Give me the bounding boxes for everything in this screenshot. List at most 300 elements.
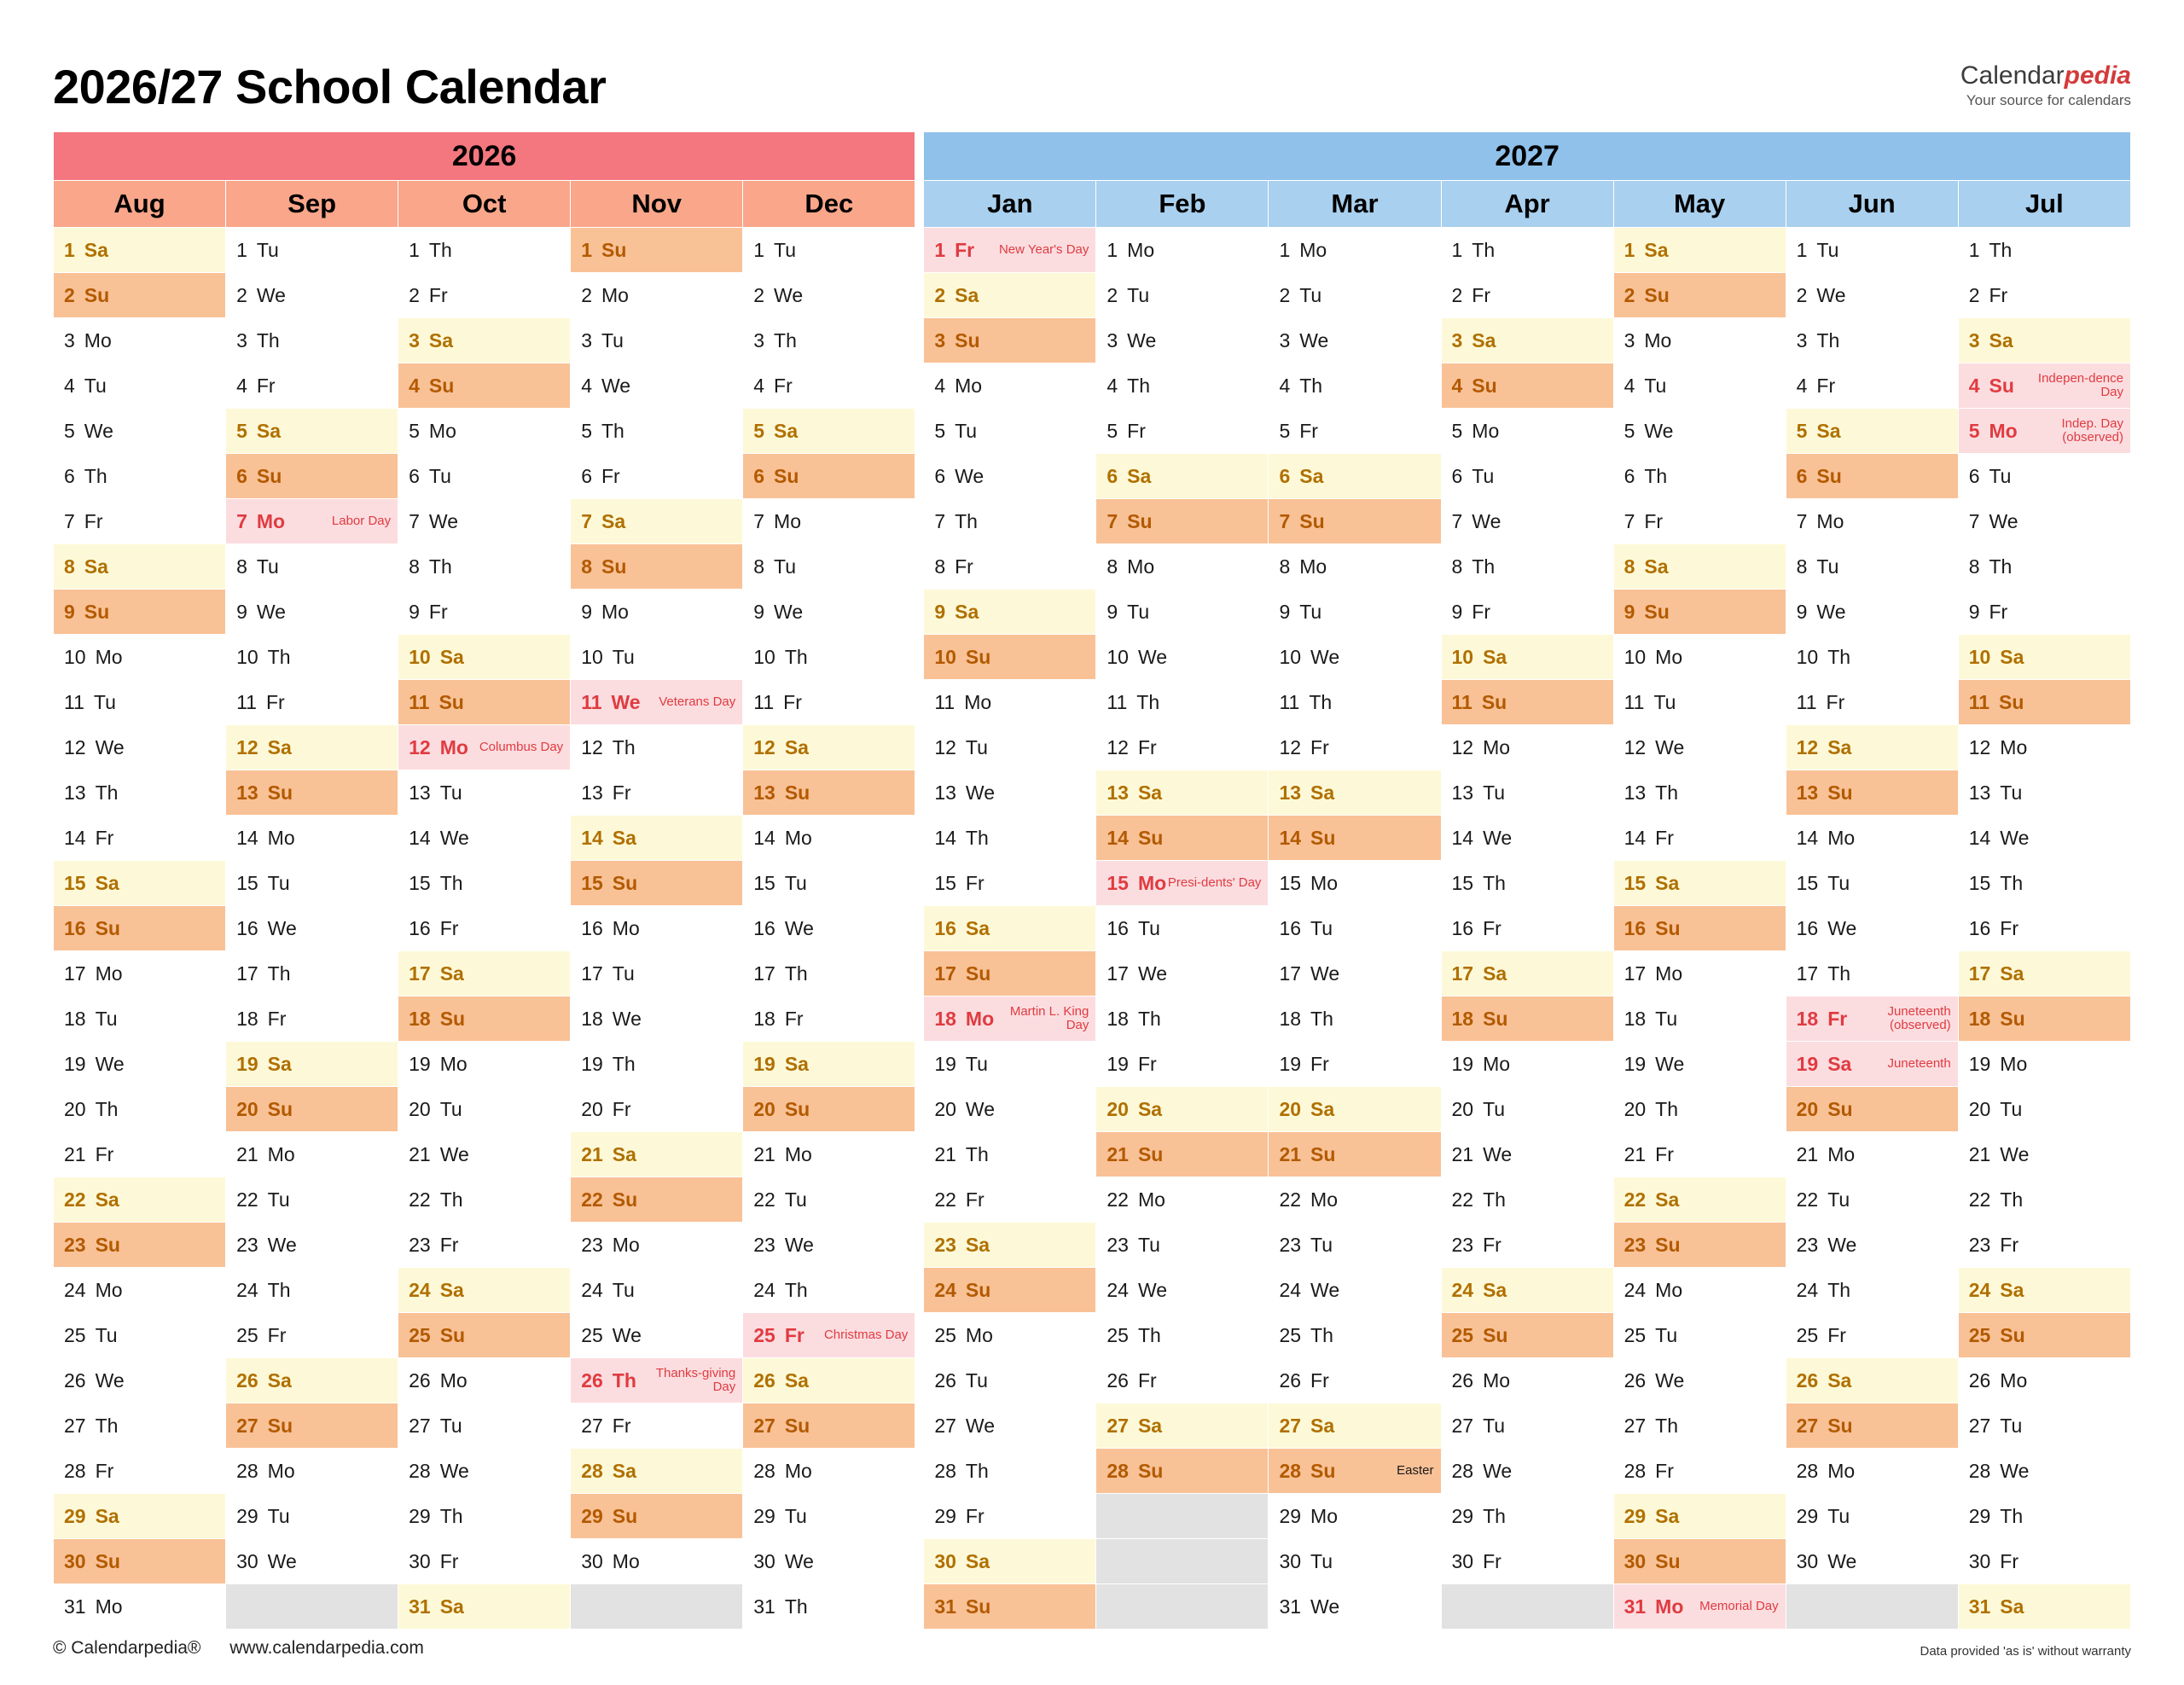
calendar-cell-dec-3[interactable] bbox=[743, 318, 915, 363]
calendar-cell-feb-8[interactable] bbox=[1096, 544, 1269, 590]
calendar-cell-dec-8[interactable] bbox=[743, 544, 915, 590]
calendar-cell-jul-31[interactable] bbox=[1958, 1584, 2130, 1630]
calendar-cell-mar-16[interactable] bbox=[1269, 906, 1441, 951]
calendar-cell-jul-7[interactable] bbox=[1958, 499, 2130, 544]
calendar-cell-dec-7[interactable] bbox=[743, 499, 915, 544]
calendar-cell-may-5[interactable] bbox=[1613, 409, 1786, 454]
calendar-cell-jul-27[interactable] bbox=[1958, 1403, 2130, 1449]
calendar-cell-nov-24[interactable] bbox=[571, 1268, 743, 1313]
calendar-cell-mar-25[interactable] bbox=[1269, 1313, 1441, 1358]
calendar-cell-aug-25[interactable] bbox=[54, 1313, 226, 1358]
calendar-cell-apr-6[interactable] bbox=[1441, 454, 1613, 499]
calendar-cell-feb-26[interactable] bbox=[1096, 1358, 1269, 1403]
calendar-cell-aug-20[interactable] bbox=[54, 1087, 226, 1132]
calendar-cell-jul-9[interactable] bbox=[1958, 590, 2130, 635]
calendar-cell-feb-25[interactable] bbox=[1096, 1313, 1269, 1358]
calendar-cell-sep-25[interactable] bbox=[226, 1313, 398, 1358]
calendar-cell-jan-24[interactable] bbox=[924, 1268, 1096, 1313]
calendar-cell-jul-18[interactable] bbox=[1958, 996, 2130, 1042]
calendar-cell-apr-19[interactable] bbox=[1441, 1042, 1613, 1087]
calendar-cell-may-14[interactable] bbox=[1613, 816, 1786, 861]
calendar-cell-may-27[interactable] bbox=[1613, 1403, 1786, 1449]
calendar-cell-may-11[interactable] bbox=[1613, 680, 1786, 725]
calendar-cell-may-4[interactable] bbox=[1613, 363, 1786, 409]
calendar-cell-oct-26[interactable] bbox=[398, 1358, 571, 1403]
calendar-cell-may-28[interactable] bbox=[1613, 1449, 1786, 1494]
calendar-cell-mar-6[interactable] bbox=[1269, 454, 1441, 499]
calendar-cell-oct-18[interactable] bbox=[398, 996, 571, 1042]
calendar-cell-sep-4[interactable] bbox=[226, 363, 398, 409]
calendar-cell-jan-28[interactable] bbox=[924, 1449, 1096, 1494]
calendar-cell-nov-11[interactable] bbox=[571, 680, 743, 725]
calendar-cell-nov-9[interactable] bbox=[571, 590, 743, 635]
calendar-cell-jul-11[interactable] bbox=[1958, 680, 2130, 725]
calendar-cell-aug-15[interactable] bbox=[54, 861, 226, 906]
calendar-cell-aug-30[interactable] bbox=[54, 1539, 226, 1584]
calendar-cell-may-26[interactable] bbox=[1613, 1358, 1786, 1403]
calendar-cell-apr-26[interactable] bbox=[1441, 1358, 1613, 1403]
calendar-cell-oct-28[interactable] bbox=[398, 1449, 571, 1494]
calendar-cell-mar-28[interactable] bbox=[1269, 1449, 1441, 1494]
calendar-cell-sep-30[interactable] bbox=[226, 1539, 398, 1584]
calendar-cell-mar-20[interactable] bbox=[1269, 1087, 1441, 1132]
calendar-cell-jun-18[interactable] bbox=[1786, 996, 1958, 1042]
calendar-cell-sep-13[interactable] bbox=[226, 770, 398, 816]
calendar-cell-aug-24[interactable] bbox=[54, 1268, 226, 1313]
calendar-cell-mar-15[interactable] bbox=[1269, 861, 1441, 906]
calendar-cell-jul-5[interactable] bbox=[1958, 409, 2130, 454]
calendar-cell-dec-23[interactable] bbox=[743, 1223, 915, 1268]
calendar-cell-may-15[interactable] bbox=[1613, 861, 1786, 906]
calendar-cell-jun-4[interactable] bbox=[1786, 363, 1958, 409]
calendar-cell-apr-9[interactable] bbox=[1441, 590, 1613, 635]
calendar-cell-jan-7[interactable] bbox=[924, 499, 1096, 544]
calendar-cell-dec-28[interactable] bbox=[743, 1449, 915, 1494]
calendar-cell-oct-11[interactable] bbox=[398, 680, 571, 725]
calendar-cell-sep-21[interactable] bbox=[226, 1132, 398, 1177]
calendar-cell-jan-2[interactable] bbox=[924, 273, 1096, 318]
calendar-cell-apr-13[interactable] bbox=[1441, 770, 1613, 816]
calendar-cell-jun-7[interactable] bbox=[1786, 499, 1958, 544]
calendar-cell-dec-11[interactable] bbox=[743, 680, 915, 725]
calendar-cell-sep-3[interactable] bbox=[226, 318, 398, 363]
calendar-cell-mar-7[interactable] bbox=[1269, 499, 1441, 544]
calendar-cell-oct-25[interactable] bbox=[398, 1313, 571, 1358]
calendar-cell-mar-12[interactable] bbox=[1269, 725, 1441, 770]
calendar-cell-jan-17[interactable] bbox=[924, 951, 1096, 996]
calendar-cell-jun-19[interactable] bbox=[1786, 1042, 1958, 1087]
calendar-cell-oct-13[interactable] bbox=[398, 770, 571, 816]
calendar-cell-jul-4[interactable] bbox=[1958, 363, 2130, 409]
calendar-cell-jan-13[interactable] bbox=[924, 770, 1096, 816]
calendar-cell-jun-25[interactable] bbox=[1786, 1313, 1958, 1358]
calendar-cell-oct-15[interactable] bbox=[398, 861, 571, 906]
calendar-cell-may-22[interactable] bbox=[1613, 1177, 1786, 1223]
website-link[interactable]: www.calendarpedia.com bbox=[229, 1638, 424, 1658]
calendar-cell-oct-10[interactable] bbox=[398, 635, 571, 680]
calendar-cell-dec-16[interactable] bbox=[743, 906, 915, 951]
calendar-cell-oct-7[interactable] bbox=[398, 499, 571, 544]
calendar-cell-mar-21[interactable] bbox=[1269, 1132, 1441, 1177]
calendar-cell-oct-8[interactable] bbox=[398, 544, 571, 590]
calendar-cell-jul-29[interactable] bbox=[1958, 1494, 2130, 1539]
calendar-cell-nov-20[interactable] bbox=[571, 1087, 743, 1132]
calendar-cell-jan-16[interactable] bbox=[924, 906, 1096, 951]
calendar-cell-oct-16[interactable] bbox=[398, 906, 571, 951]
calendar-cell-jan-6[interactable] bbox=[924, 454, 1096, 499]
calendar-cell-jun-13[interactable] bbox=[1786, 770, 1958, 816]
calendar-cell-may-19[interactable] bbox=[1613, 1042, 1786, 1087]
calendar-cell-may-8[interactable] bbox=[1613, 544, 1786, 590]
calendar-cell-jul-19[interactable] bbox=[1958, 1042, 2130, 1087]
calendar-cell-jun-14[interactable] bbox=[1786, 816, 1958, 861]
calendar-cell-feb-24[interactable] bbox=[1096, 1268, 1269, 1313]
calendar-cell-jan-26[interactable] bbox=[924, 1358, 1096, 1403]
calendar-cell-jan-3[interactable] bbox=[924, 318, 1096, 363]
calendar-cell-apr-17[interactable] bbox=[1441, 951, 1613, 996]
calendar-cell-may-24[interactable] bbox=[1613, 1268, 1786, 1313]
calendar-cell-aug-8[interactable] bbox=[54, 544, 226, 590]
calendar-cell-aug-3[interactable] bbox=[54, 318, 226, 363]
calendar-cell-may-18[interactable] bbox=[1613, 996, 1786, 1042]
calendar-cell-aug-18[interactable] bbox=[54, 996, 226, 1042]
calendar-cell-aug-7[interactable] bbox=[54, 499, 226, 544]
calendar-cell-mar-8[interactable] bbox=[1269, 544, 1441, 590]
calendar-cell-mar-10[interactable] bbox=[1269, 635, 1441, 680]
calendar-cell-nov-19[interactable] bbox=[571, 1042, 743, 1087]
calendar-cell-jan-11[interactable] bbox=[924, 680, 1096, 725]
calendar-cell-jul-30[interactable] bbox=[1958, 1539, 2130, 1584]
calendar-cell-aug-22[interactable] bbox=[54, 1177, 226, 1223]
calendar-cell-oct-17[interactable] bbox=[398, 951, 571, 996]
calendar-cell-nov-2[interactable] bbox=[571, 273, 743, 318]
calendar-cell-oct-30[interactable] bbox=[398, 1539, 571, 1584]
calendar-cell-nov-5[interactable] bbox=[571, 409, 743, 454]
calendar-cell-feb-27[interactable] bbox=[1096, 1403, 1269, 1449]
calendar-cell-oct-23[interactable] bbox=[398, 1223, 571, 1268]
calendar-cell-jan-15[interactable] bbox=[924, 861, 1096, 906]
calendar-cell-may-12[interactable] bbox=[1613, 725, 1786, 770]
calendar-cell-jan-12[interactable] bbox=[924, 725, 1096, 770]
calendar-cell-feb-1[interactable] bbox=[1096, 228, 1269, 273]
calendar-cell-feb-28[interactable] bbox=[1096, 1449, 1269, 1494]
calendar-cell-dec-14[interactable] bbox=[743, 816, 915, 861]
calendar-cell-apr-22[interactable] bbox=[1441, 1177, 1613, 1223]
calendar-cell-apr-11[interactable] bbox=[1441, 680, 1613, 725]
calendar-cell-jun-1[interactable] bbox=[1786, 228, 1958, 273]
calendar-cell-apr-27[interactable] bbox=[1441, 1403, 1613, 1449]
calendar-cell-jan-20[interactable] bbox=[924, 1087, 1096, 1132]
calendar-cell-feb-4[interactable] bbox=[1096, 363, 1269, 409]
calendar-cell-nov-30[interactable] bbox=[571, 1539, 743, 1584]
calendar-cell-sep-18[interactable] bbox=[226, 996, 398, 1042]
calendar-cell-sep-12[interactable] bbox=[226, 725, 398, 770]
calendar-cell-aug-17[interactable] bbox=[54, 951, 226, 996]
calendar-cell-oct-9[interactable] bbox=[398, 590, 571, 635]
calendar-cell-apr-15[interactable] bbox=[1441, 861, 1613, 906]
calendar-cell-jun-27[interactable] bbox=[1786, 1403, 1958, 1449]
calendar-cell-mar-11[interactable] bbox=[1269, 680, 1441, 725]
calendar-cell-feb-18[interactable] bbox=[1096, 996, 1269, 1042]
calendar-cell-mar-1[interactable] bbox=[1269, 228, 1441, 273]
calendar-cell-aug-2[interactable] bbox=[54, 273, 226, 318]
calendar-cell-dec-15[interactable] bbox=[743, 861, 915, 906]
calendar-cell-jul-22[interactable] bbox=[1958, 1177, 2130, 1223]
calendar-cell-jul-8[interactable] bbox=[1958, 544, 2130, 590]
calendar-cell-aug-6[interactable] bbox=[54, 454, 226, 499]
calendar-cell-may-2[interactable] bbox=[1613, 273, 1786, 318]
calendar-cell-sep-28[interactable] bbox=[226, 1449, 398, 1494]
calendar-cell-jan-29[interactable] bbox=[924, 1494, 1096, 1539]
calendar-cell-nov-21[interactable] bbox=[571, 1132, 743, 1177]
calendar-cell-mar-4[interactable] bbox=[1269, 363, 1441, 409]
calendar-cell-aug-29[interactable] bbox=[54, 1494, 226, 1539]
calendar-cell-apr-20[interactable] bbox=[1441, 1087, 1613, 1132]
calendar-cell-sep-7[interactable] bbox=[226, 499, 398, 544]
calendar-cell-sep-16[interactable] bbox=[226, 906, 398, 951]
calendar-cell-nov-1[interactable] bbox=[571, 228, 743, 273]
calendar-cell-nov-13[interactable] bbox=[571, 770, 743, 816]
calendar-cell-jul-13[interactable] bbox=[1958, 770, 2130, 816]
calendar-cell-jul-10[interactable] bbox=[1958, 635, 2130, 680]
calendar-cell-nov-28[interactable] bbox=[571, 1449, 743, 1494]
calendar-cell-jan-5[interactable] bbox=[924, 409, 1096, 454]
calendar-cell-oct-4[interactable] bbox=[398, 363, 571, 409]
calendar-cell-feb-11[interactable] bbox=[1096, 680, 1269, 725]
calendar-cell-feb-2[interactable] bbox=[1096, 273, 1269, 318]
calendar-cell-jun-2[interactable] bbox=[1786, 273, 1958, 318]
calendar-cell-jul-24[interactable] bbox=[1958, 1268, 2130, 1313]
calendar-cell-apr-2[interactable] bbox=[1441, 273, 1613, 318]
calendar-cell-jul-6[interactable] bbox=[1958, 454, 2130, 499]
calendar-cell-aug-5[interactable] bbox=[54, 409, 226, 454]
calendar-cell-oct-27[interactable] bbox=[398, 1403, 571, 1449]
calendar-cell-jul-12[interactable] bbox=[1958, 725, 2130, 770]
calendar-cell-jun-22[interactable] bbox=[1786, 1177, 1958, 1223]
calendar-cell-aug-31[interactable] bbox=[54, 1584, 226, 1630]
calendar-cell-sep-22[interactable] bbox=[226, 1177, 398, 1223]
calendar-cell-apr-5[interactable] bbox=[1441, 409, 1613, 454]
calendar-cell-nov-25[interactable] bbox=[571, 1313, 743, 1358]
calendar-cell-apr-16[interactable] bbox=[1441, 906, 1613, 951]
calendar-cell-aug-27[interactable] bbox=[54, 1403, 226, 1449]
calendar-cell-oct-29[interactable] bbox=[398, 1494, 571, 1539]
calendar-cell-dec-30[interactable] bbox=[743, 1539, 915, 1584]
calendar-cell-feb-22[interactable] bbox=[1096, 1177, 1269, 1223]
calendar-cell-feb-13[interactable] bbox=[1096, 770, 1269, 816]
calendar-cell-mar-17[interactable] bbox=[1269, 951, 1441, 996]
calendar-cell-nov-18[interactable] bbox=[571, 996, 743, 1042]
calendar-cell-mar-5[interactable] bbox=[1269, 409, 1441, 454]
calendar-cell-jul-17[interactable] bbox=[1958, 951, 2130, 996]
calendar-cell-apr-23[interactable] bbox=[1441, 1223, 1613, 1268]
calendar-cell-feb-19[interactable] bbox=[1096, 1042, 1269, 1087]
calendar-cell-apr-8[interactable] bbox=[1441, 544, 1613, 590]
calendar-cell-jan-27[interactable] bbox=[924, 1403, 1096, 1449]
calendar-cell-jan-10[interactable] bbox=[924, 635, 1096, 680]
calendar-cell-aug-26[interactable] bbox=[54, 1358, 226, 1403]
calendar-cell-aug-1[interactable] bbox=[54, 228, 226, 273]
calendar-cell-dec-2[interactable] bbox=[743, 273, 915, 318]
calendar-cell-apr-21[interactable] bbox=[1441, 1132, 1613, 1177]
calendar-cell-may-29[interactable] bbox=[1613, 1494, 1786, 1539]
calendar-cell-mar-31[interactable] bbox=[1269, 1584, 1441, 1630]
calendar-cell-nov-17[interactable] bbox=[571, 951, 743, 996]
calendar-cell-sep-23[interactable] bbox=[226, 1223, 398, 1268]
calendar-cell-jun-29[interactable] bbox=[1786, 1494, 1958, 1539]
calendar-cell-may-13[interactable] bbox=[1613, 770, 1786, 816]
calendar-cell-feb-15[interactable] bbox=[1096, 861, 1269, 906]
calendar-cell-feb-7[interactable] bbox=[1096, 499, 1269, 544]
calendar-cell-nov-14[interactable] bbox=[571, 816, 743, 861]
calendar-cell-nov-23[interactable] bbox=[571, 1223, 743, 1268]
calendar-cell-nov-3[interactable] bbox=[571, 318, 743, 363]
calendar-cell-feb-20[interactable] bbox=[1096, 1087, 1269, 1132]
calendar-cell-feb-9[interactable] bbox=[1096, 590, 1269, 635]
calendar-cell-sep-5[interactable] bbox=[226, 409, 398, 454]
calendar-cell-oct-21[interactable] bbox=[398, 1132, 571, 1177]
calendar-cell-jan-23[interactable] bbox=[924, 1223, 1096, 1268]
calendar-cell-sep-19[interactable] bbox=[226, 1042, 398, 1087]
calendar-cell-jun-15[interactable] bbox=[1786, 861, 1958, 906]
calendar-cell-jun-9[interactable] bbox=[1786, 590, 1958, 635]
calendar-cell-may-25[interactable] bbox=[1613, 1313, 1786, 1358]
calendar-cell-jun-5[interactable] bbox=[1786, 409, 1958, 454]
calendar-cell-dec-1[interactable] bbox=[743, 228, 915, 273]
calendar-cell-may-1[interactable] bbox=[1613, 228, 1786, 273]
calendar-cell-oct-12[interactable] bbox=[398, 725, 571, 770]
calendar-cell-jun-21[interactable] bbox=[1786, 1132, 1958, 1177]
calendar-cell-sep-10[interactable] bbox=[226, 635, 398, 680]
calendar-cell-may-3[interactable] bbox=[1613, 318, 1786, 363]
calendar-cell-aug-21[interactable] bbox=[54, 1132, 226, 1177]
calendar-cell-jan-21[interactable] bbox=[924, 1132, 1096, 1177]
calendar-cell-dec-25[interactable] bbox=[743, 1313, 915, 1358]
calendar-cell-nov-4[interactable] bbox=[571, 363, 743, 409]
calendar-cell-feb-6[interactable] bbox=[1096, 454, 1269, 499]
calendar-cell-dec-18[interactable] bbox=[743, 996, 915, 1042]
calendar-cell-dec-10[interactable] bbox=[743, 635, 915, 680]
calendar-cell-apr-1[interactable] bbox=[1441, 228, 1613, 273]
calendar-cell-nov-7[interactable] bbox=[571, 499, 743, 544]
calendar-cell-oct-2[interactable] bbox=[398, 273, 571, 318]
calendar-cell-jul-25[interactable] bbox=[1958, 1313, 2130, 1358]
calendar-cell-jul-28[interactable] bbox=[1958, 1449, 2130, 1494]
calendar-cell-apr-10[interactable] bbox=[1441, 635, 1613, 680]
calendar-cell-apr-29[interactable] bbox=[1441, 1494, 1613, 1539]
calendar-cell-feb-5[interactable] bbox=[1096, 409, 1269, 454]
calendar-cell-oct-6[interactable] bbox=[398, 454, 571, 499]
calendar-cell-aug-12[interactable] bbox=[54, 725, 226, 770]
calendar-cell-apr-14[interactable] bbox=[1441, 816, 1613, 861]
calendar-cell-feb-12[interactable] bbox=[1096, 725, 1269, 770]
calendar-cell-jul-21[interactable] bbox=[1958, 1132, 2130, 1177]
calendar-cell-nov-27[interactable] bbox=[571, 1403, 743, 1449]
calendar-cell-nov-10[interactable] bbox=[571, 635, 743, 680]
calendar-cell-oct-3[interactable] bbox=[398, 318, 571, 363]
calendar-cell-jul-2[interactable] bbox=[1958, 273, 2130, 318]
calendar-cell-feb-14[interactable] bbox=[1096, 816, 1269, 861]
calendar-cell-jul-1[interactable] bbox=[1958, 228, 2130, 273]
calendar-cell-sep-27[interactable] bbox=[226, 1403, 398, 1449]
calendar-cell-mar-19[interactable] bbox=[1269, 1042, 1441, 1087]
calendar-cell-jan-4[interactable] bbox=[924, 363, 1096, 409]
calendar-cell-jul-26[interactable] bbox=[1958, 1358, 2130, 1403]
calendar-cell-mar-24[interactable] bbox=[1269, 1268, 1441, 1313]
calendar-cell-jan-30[interactable] bbox=[924, 1539, 1096, 1584]
calendar-cell-apr-7[interactable] bbox=[1441, 499, 1613, 544]
calendar-cell-dec-26[interactable] bbox=[743, 1358, 915, 1403]
calendar-cell-jun-20[interactable] bbox=[1786, 1087, 1958, 1132]
calendar-cell-dec-5[interactable] bbox=[743, 409, 915, 454]
calendar-cell-nov-22[interactable] bbox=[571, 1177, 743, 1223]
calendar-cell-dec-24[interactable] bbox=[743, 1268, 915, 1313]
calendar-cell-aug-9[interactable] bbox=[54, 590, 226, 635]
calendar-cell-jun-3[interactable] bbox=[1786, 318, 1958, 363]
calendar-cell-jun-17[interactable] bbox=[1786, 951, 1958, 996]
calendar-cell-jun-8[interactable] bbox=[1786, 544, 1958, 590]
calendar-cell-jul-20[interactable] bbox=[1958, 1087, 2130, 1132]
calendar-cell-oct-5[interactable] bbox=[398, 409, 571, 454]
calendar-cell-sep-26[interactable] bbox=[226, 1358, 398, 1403]
calendar-cell-may-20[interactable] bbox=[1613, 1087, 1786, 1132]
calendar-cell-mar-13[interactable] bbox=[1269, 770, 1441, 816]
calendar-cell-jan-9[interactable] bbox=[924, 590, 1096, 635]
calendar-cell-apr-12[interactable] bbox=[1441, 725, 1613, 770]
calendar-cell-may-23[interactable] bbox=[1613, 1223, 1786, 1268]
calendar-cell-jan-8[interactable] bbox=[924, 544, 1096, 590]
calendar-cell-dec-17[interactable] bbox=[743, 951, 915, 996]
calendar-cell-jul-3[interactable] bbox=[1958, 318, 2130, 363]
calendar-cell-dec-4[interactable] bbox=[743, 363, 915, 409]
calendar-cell-nov-12[interactable] bbox=[571, 725, 743, 770]
calendar-cell-may-30[interactable] bbox=[1613, 1539, 1786, 1584]
calendar-cell-mar-29[interactable] bbox=[1269, 1494, 1441, 1539]
calendar-cell-feb-17[interactable] bbox=[1096, 951, 1269, 996]
calendar-cell-dec-6[interactable] bbox=[743, 454, 915, 499]
calendar-cell-sep-15[interactable] bbox=[226, 861, 398, 906]
calendar-cell-dec-13[interactable] bbox=[743, 770, 915, 816]
calendar-cell-apr-3[interactable] bbox=[1441, 318, 1613, 363]
calendar-cell-jun-28[interactable] bbox=[1786, 1449, 1958, 1494]
calendar-cell-may-6[interactable] bbox=[1613, 454, 1786, 499]
calendar-cell-jan-18[interactable] bbox=[924, 996, 1096, 1042]
calendar-cell-may-9[interactable] bbox=[1613, 590, 1786, 635]
calendar-cell-jun-23[interactable] bbox=[1786, 1223, 1958, 1268]
calendar-cell-feb-10[interactable] bbox=[1096, 635, 1269, 680]
calendar-cell-aug-13[interactable] bbox=[54, 770, 226, 816]
calendar-cell-aug-11[interactable] bbox=[54, 680, 226, 725]
calendar-cell-jun-11[interactable] bbox=[1786, 680, 1958, 725]
calendar-cell-feb-3[interactable] bbox=[1096, 318, 1269, 363]
calendar-cell-sep-20[interactable] bbox=[226, 1087, 398, 1132]
calendar-cell-mar-27[interactable] bbox=[1269, 1403, 1441, 1449]
calendar-cell-aug-16[interactable] bbox=[54, 906, 226, 951]
calendar-cell-apr-24[interactable] bbox=[1441, 1268, 1613, 1313]
calendar-cell-dec-27[interactable] bbox=[743, 1403, 915, 1449]
calendar-cell-mar-9[interactable] bbox=[1269, 590, 1441, 635]
calendar-cell-sep-2[interactable] bbox=[226, 273, 398, 318]
calendar-cell-sep-14[interactable] bbox=[226, 816, 398, 861]
calendar-cell-jun-6[interactable] bbox=[1786, 454, 1958, 499]
calendar-cell-jun-24[interactable] bbox=[1786, 1268, 1958, 1313]
calendar-cell-jul-14[interactable] bbox=[1958, 816, 2130, 861]
calendar-cell-mar-14[interactable] bbox=[1269, 816, 1441, 861]
calendar-cell-dec-21[interactable] bbox=[743, 1132, 915, 1177]
calendar-cell-jul-16[interactable] bbox=[1958, 906, 2130, 951]
calendar-cell-mar-2[interactable] bbox=[1269, 273, 1441, 318]
calendar-cell-jun-26[interactable] bbox=[1786, 1358, 1958, 1403]
